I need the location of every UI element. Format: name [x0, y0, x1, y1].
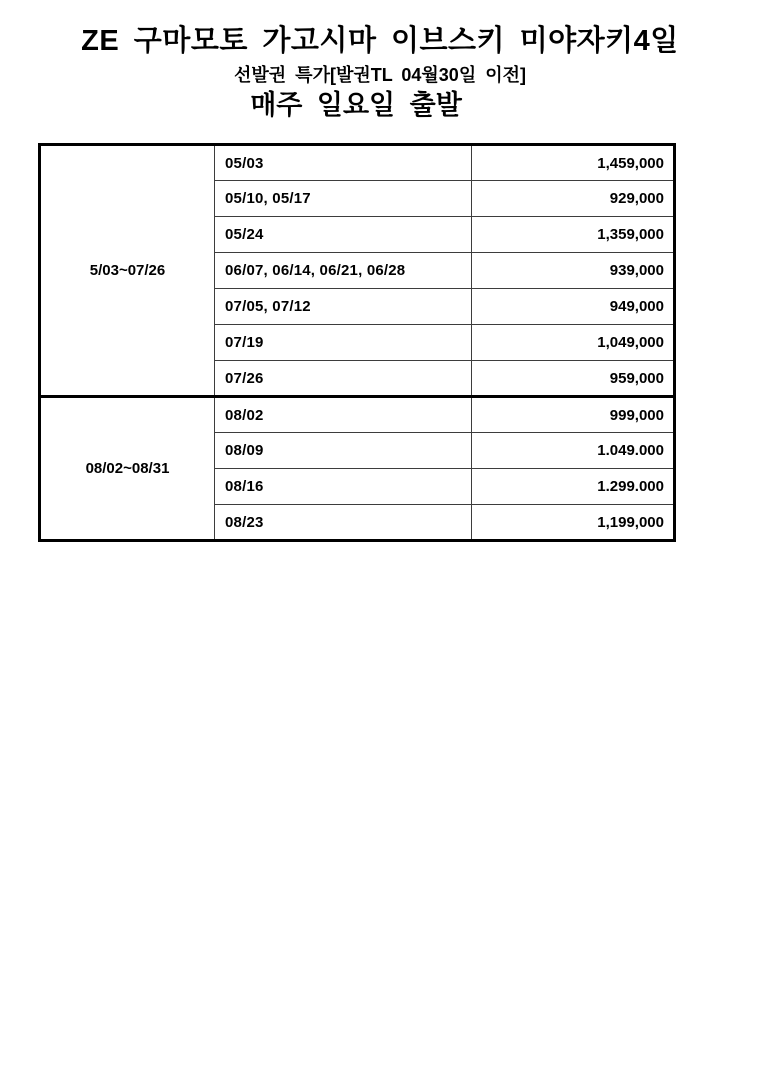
date-cell: 07/26 [215, 361, 472, 397]
page-subtitle: 선발권 특가[발권TL 04월30일 이전] [234, 64, 526, 85]
price-cell: 949,000 [472, 289, 675, 325]
period-cell: 5/03~07/26 [40, 145, 215, 397]
date-cell: 08/23 [215, 505, 472, 541]
price-table [38, 143, 676, 542]
table-row [40, 145, 675, 181]
date-cell: 06/07, 06/14, 06/21, 06/28 [215, 253, 472, 289]
price-cell: 1,049,000 [472, 325, 675, 361]
header-block [0, 24, 760, 122]
departure-note: 매주 일요일 출발 [250, 90, 462, 121]
price-cell: 959,000 [472, 361, 675, 397]
date-cell: 07/19 [215, 325, 472, 361]
price-cell: 999,000 [472, 397, 675, 433]
price-cell: 939,000 [472, 253, 675, 289]
date-cell: 08/16 [215, 469, 472, 505]
table-row [40, 397, 675, 433]
price-cell: 1.299.000 [472, 469, 675, 505]
date-cell: 07/05, 07/12 [215, 289, 472, 325]
date-cell: 08/02 [215, 397, 472, 433]
price-cell: 1.049.000 [472, 433, 675, 469]
date-cell: 05/24 [215, 217, 472, 253]
period-cell: 08/02~08/31 [40, 397, 215, 541]
price-cell: 1,459,000 [472, 145, 675, 181]
price-cell: 929,000 [472, 181, 675, 217]
date-cell: 08/09 [215, 433, 472, 469]
price-cell: 1,199,000 [472, 505, 675, 541]
page-title: ZE 구마모토 가고시마 이브스키 미야자키4일 [81, 25, 679, 57]
date-cell: 05/10, 05/17 [215, 181, 472, 217]
date-cell: 05/03 [215, 145, 472, 181]
price-cell: 1,359,000 [472, 217, 675, 253]
